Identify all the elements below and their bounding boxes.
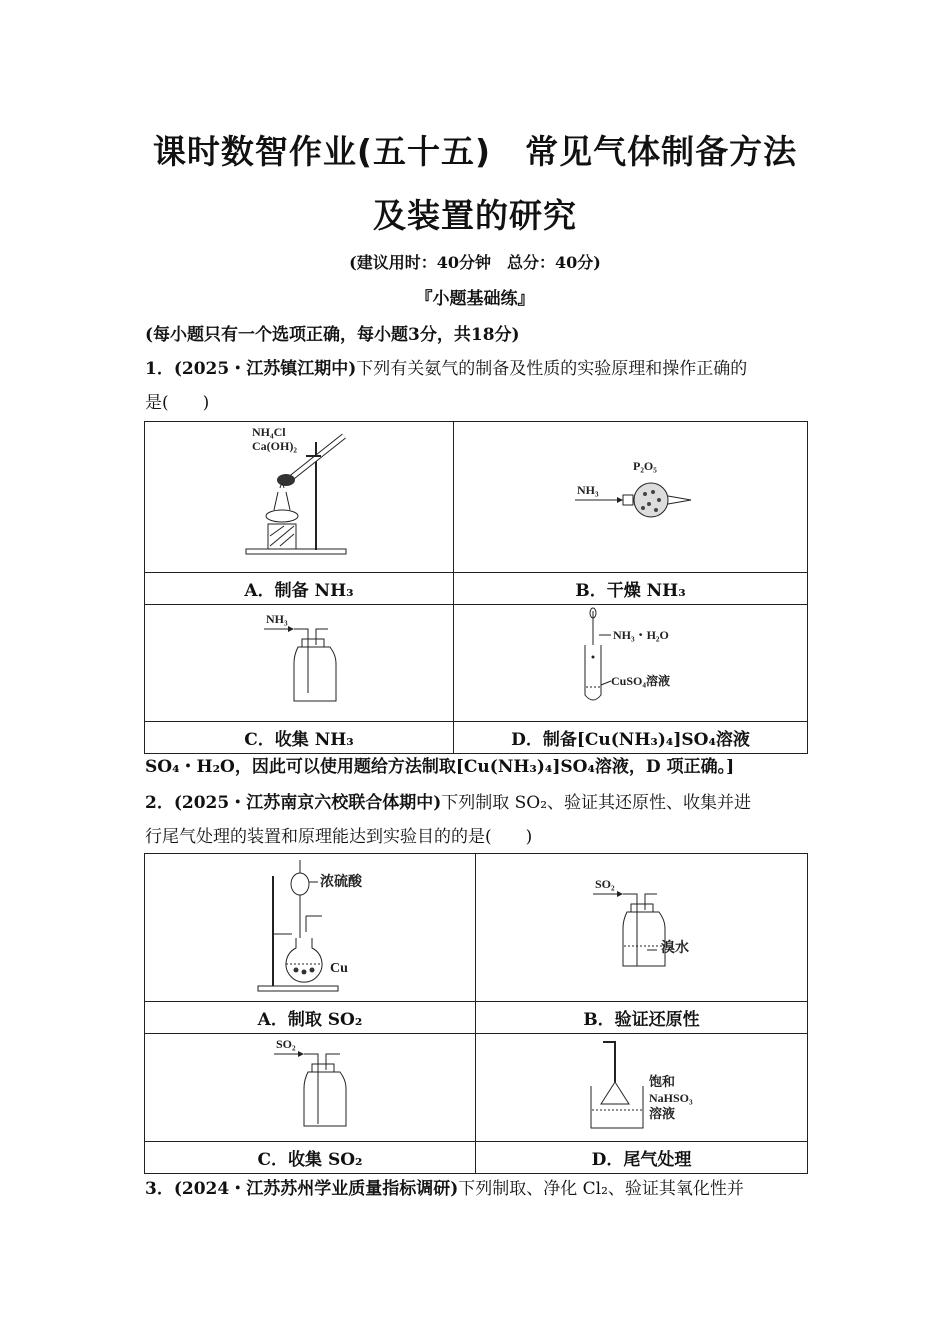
- q2-options-table: [144, 853, 808, 1174]
- q2-caption-d: D．尾气处理: [476, 1142, 808, 1174]
- tail-gas-beaker-figure: [477, 1034, 806, 1136]
- q2-caption-a: A．制取 SO₂: [145, 1002, 476, 1034]
- label-saturated: 饱和: [649, 1074, 676, 1089]
- label-so2-c: SO₂: [276, 1037, 296, 1051]
- label-cuso4: CuSO₄溶液: [611, 674, 670, 688]
- label-nh3-b: NH₃: [577, 483, 599, 497]
- label-nahso3: NaHSO₃: [649, 1091, 693, 1105]
- page-title-line2: 及装置的研究: [373, 196, 577, 235]
- q2-figure-c: [145, 1034, 476, 1142]
- question-number: 3．: [145, 1179, 174, 1199]
- question-2: [145, 788, 810, 813]
- q2-figure-b: [476, 854, 808, 1002]
- question-2-line2: 行尾气处理的装置和原理能达到实验目的的是( ): [145, 827, 533, 847]
- label-cu: Cu: [330, 961, 348, 976]
- heating-apparatus-figure: [146, 422, 452, 567]
- label-bromine: 溴水: [661, 941, 689, 956]
- bromine-bottle-figure: [477, 854, 806, 996]
- gas-bottle-figure: [146, 605, 452, 716]
- label-solution: 溶液: [649, 1106, 676, 1121]
- test-tube-figure: [455, 605, 806, 716]
- label-caoh2: Ca(OH)₂: [252, 439, 297, 453]
- time-score-note: (建议用时：40分钟 总分：40分): [349, 253, 601, 272]
- question-number: 2．: [145, 793, 174, 813]
- page-title: 课时数智作业(五十五) 常见气体制备方法: [152, 132, 798, 171]
- label-so2-b: SO₂: [595, 877, 615, 891]
- question-1-line2: 是( ): [145, 393, 210, 413]
- q1-caption-d: D．制备[Cu(NH₃)₄]SO₄溶液: [454, 722, 808, 754]
- collection-bottle-figure: [146, 1034, 474, 1136]
- label-nh3h2o: NH₃・H₂O: [613, 628, 669, 642]
- label-nh3-c: NH₃: [266, 612, 288, 626]
- q1-caption-a: A．制备 NH₃: [145, 573, 454, 605]
- q2-figure-a: [145, 854, 476, 1002]
- q1-figure-d: [454, 605, 808, 722]
- drying-tube-figure: [455, 422, 806, 567]
- question-source: (2025・江苏镇江期中): [173, 359, 357, 379]
- section-heading: 『小题基础练』: [415, 289, 535, 309]
- q1-figure-b: [454, 422, 808, 573]
- q2-figure-d: [476, 1034, 808, 1142]
- q1-caption-c: C．收集 NH₃: [145, 722, 454, 754]
- question-text: 下列制取 SO₂、验证其还原性、收集并进: [441, 793, 752, 813]
- answer-overflow-text: SO₄・H₂O，因此可以使用题给方法制取[Cu(NH₃)₄]SO₄溶液，D 项正确。]: [145, 757, 735, 777]
- question-3: [145, 1174, 810, 1199]
- so2-generator-figure: [146, 854, 474, 996]
- q1-caption-b: B．干燥 NH₃: [454, 573, 808, 605]
- question-1: [145, 354, 810, 379]
- q1-options-table: [144, 421, 808, 754]
- q2-caption-c: C．收集 SO₂: [145, 1142, 476, 1174]
- question-text: 下列制取、净化 Cl₂、验证其氧化性并: [458, 1179, 744, 1199]
- question-text: 下列有关氨气的制备及性质的实验原理和操作正确的: [356, 359, 748, 379]
- label-acid: 浓硫酸: [320, 875, 362, 890]
- q2-caption-b: B．验证还原性: [476, 1002, 808, 1034]
- q1-figure-c: [145, 605, 454, 722]
- question-number: 1．: [145, 359, 174, 379]
- label-p2o5: P₂O₅: [633, 459, 657, 473]
- instruction: (每小题只有一个选项正确，每小题3分，共18分): [145, 325, 520, 345]
- q1-figure-a: [145, 422, 454, 573]
- label-nh4cl: NH₄Cl: [252, 425, 286, 439]
- question-source: (2024・江苏苏州学业质量指标调研): [173, 1179, 459, 1199]
- question-source: (2025・江苏南京六校联合体期中): [173, 793, 442, 813]
